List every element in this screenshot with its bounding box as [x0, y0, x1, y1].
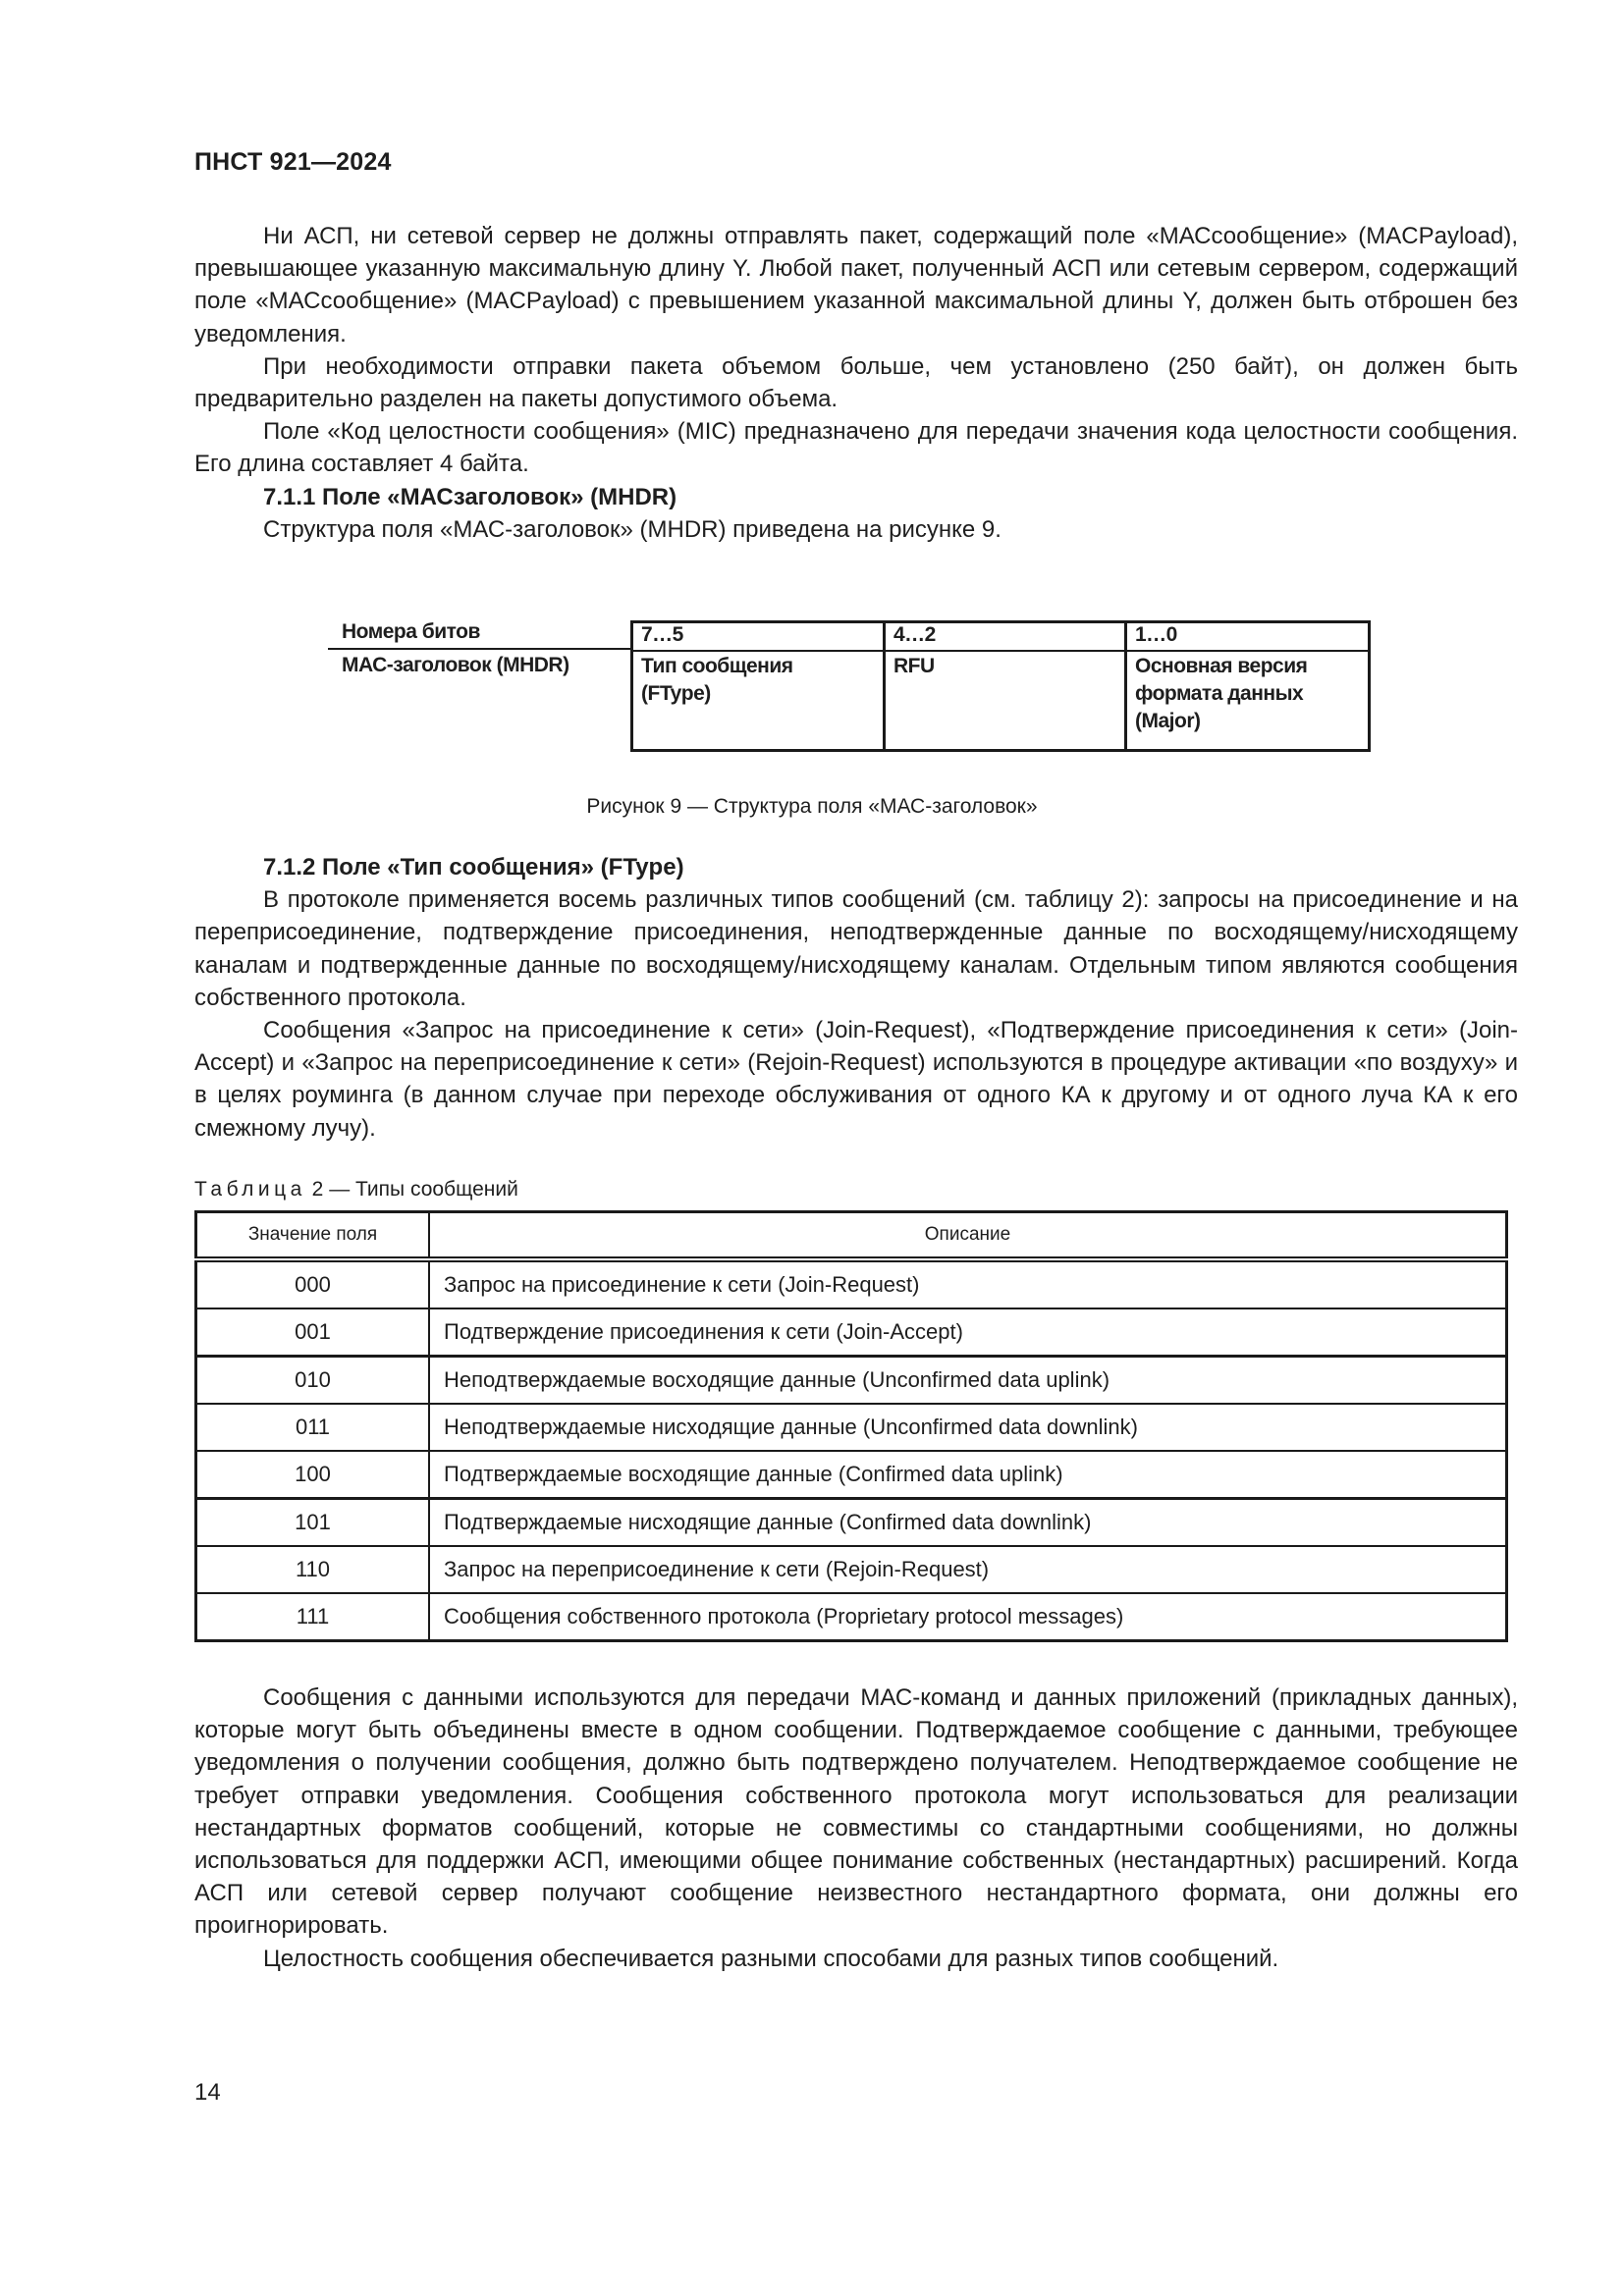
cell-description: Подтверждаемые нисходящие данные (Confirmed data downlink) [429, 1499, 1507, 1547]
figure-9-caption: Рисунок 9 — Структура поля «МАС-заголовок» [586, 795, 1038, 818]
cell-description: Сообщения собственного протокола (Proprietary protocol messages) [429, 1593, 1507, 1641]
field-major [1135, 653, 1307, 735]
field-line: (Major) [1135, 710, 1201, 732]
column-divider [1124, 623, 1127, 749]
paragraph: Целостность сообщения обеспечивается разными способами для разных типов сообщений. [263, 1945, 1279, 1972]
cell-code: 011 [196, 1404, 430, 1451]
table-title-text: 2 — Типы сообщений [305, 1178, 518, 1201]
table-header-row [196, 1212, 1507, 1260]
row-divider [328, 648, 632, 650]
bit-range-7-5: 7…5 [641, 623, 683, 646]
cell-code: 000 [196, 1259, 430, 1308]
cell-description: Подтверждаемые восходящие данные (Confirmed data uplink) [429, 1451, 1507, 1499]
row-label-mhdr: МАС-заголовок (MHDR) [342, 654, 569, 676]
table-row [196, 1546, 1507, 1593]
cell-description: Подтверждение присоединения к сети (Join-Accept) [429, 1308, 1507, 1357]
paragraph: Структура поля «МАС-заголовок» (MHDR) приведена на рисунке 9. [263, 515, 1001, 543]
field-line: RFU [893, 655, 935, 677]
paragraph: Поле «Код целостности сообщения» (MIC) предназначено для передачи значения кода целостности сообщения. Его длина составляет 4 байта. [194, 418, 1518, 478]
field-line: формата данных [1135, 682, 1304, 705]
page-number: 14 [194, 2079, 221, 2106]
cell-description: Запрос на присоединение к сети (Join-Request) [429, 1259, 1507, 1308]
bit-field-box [630, 620, 1371, 752]
document-id-header: ПНСТ 921—2024 [194, 148, 392, 176]
column-header-description: Описание [429, 1212, 1507, 1260]
bit-range-4-2: 4…2 [893, 623, 936, 646]
table-word: Таблица [194, 1178, 306, 1201]
section-7-1-2 [194, 851, 1518, 1145]
table-row [196, 1593, 1507, 1641]
field-line: Основная версия [1135, 655, 1308, 677]
table-row [196, 1451, 1507, 1499]
cell-description: Неподтверждаемые восходящие данные (Unconfirmed data uplink) [429, 1357, 1507, 1405]
paragraph: Сообщения «Запрос на присоединение к сети» (Join-Request), «Подтверждение присоединения к сети» (Join-Accept) и «Запрос на переприсоединение к сети» (Rejoin-Request) используются в процедуре активации «по воздуху» и в целях роуминга (в данном случае при переходе обслуживания от одного КА к другому и от одного луча КА к его смежному лучу). [194, 1017, 1518, 1142]
cell-code: 110 [196, 1546, 430, 1593]
field-ftype [641, 653, 793, 708]
section-heading-7-1-2: 7.1.2 Поле «Тип сообщения» (FType) [263, 854, 684, 881]
paragraph: При необходимости отправки пакета объемом больше, чем установлено (250 байт), он должен быть предварительно разделен на пакеты допустимого объема. [194, 352, 1518, 413]
table-2-title [194, 1178, 518, 1201]
section-after-table [194, 1682, 1518, 1975]
paragraph: Ни АСП, ни сетевой сервер не должны отправлять пакет, содержащий поле «МАСсообщение» (MACPayload), превышающее указанную максимальную длину Y. Любой пакет, полученный АСП или сетевым сервером, содержащий поле «МАСсообщение» (MACPayload) с превышением указанной максимальной длины Y, должен быть отброшен без уведомления. [194, 223, 1518, 347]
table-row [196, 1259, 1507, 1308]
intro-section [194, 220, 1518, 546]
cell-description: Неподтверждаемые нисходящие данные (Unconfirmed data downlink) [429, 1404, 1507, 1451]
header-divider [633, 650, 1368, 652]
bit-range-1-0: 1…0 [1135, 623, 1177, 646]
paragraph: Сообщения с данными используются для передачи МАС-команд и данных приложений (прикладных данных), которые могут быть объединены вместе в одном сообщении. Подтверждаемое сообщение с данными, требующее уведомления о получении сообщения, должно быть подтверждено получателем. Неподтверждаемое сообщение не требует отправки уведомления. Сообщения собственного протокола могут использоваться для реализации нестандартных форматов сообщений, которые не совместимы со стандартными сообщениями, но должны использоваться для поддержки АСП, имеющими общее понимание собственных (нестандартных) расширений. Когда АСП или сетевой сервер получают сообщение неизвестного нестандартного формата, они должны его проигнорировать. [194, 1684, 1518, 1940]
cell-description: Запрос на переприсоединение к сети (Rejoin-Request) [429, 1546, 1507, 1593]
table-row [196, 1404, 1507, 1451]
cell-code: 010 [196, 1357, 430, 1405]
figure-9-mhdr-structure [328, 620, 1371, 752]
field-line: (FType) [641, 682, 711, 705]
paragraph: В протоколе применяется восемь различных типов сообщений (см. таблицу 2): запросы на присоединение и на переприсоединение, подтверждение присоединения, неподтвержденные данные по восходящему/нисходящему каналам и подтвержденные данные по восходящему/нисходящему каналам. Отдельным типом являются сообщения собственного протокола. [194, 886, 1518, 1011]
table-row [196, 1499, 1507, 1547]
section-heading-7-1-1: 7.1.1 Поле «МАСзаголовок» (MHDR) [263, 483, 677, 510]
field-line: Тип сообщения [641, 655, 793, 677]
table-row [196, 1308, 1507, 1357]
field-rfu [893, 653, 935, 680]
column-divider [883, 623, 886, 749]
table-2-message-types [194, 1210, 1508, 1642]
cell-code: 100 [196, 1451, 430, 1499]
column-header-field-value: Значение поля [196, 1212, 430, 1260]
cell-code: 111 [196, 1593, 430, 1641]
cell-code: 101 [196, 1499, 430, 1547]
row-label-bit-numbers: Номера битов [342, 620, 480, 643]
table-row [196, 1357, 1507, 1405]
cell-code: 001 [196, 1308, 430, 1357]
